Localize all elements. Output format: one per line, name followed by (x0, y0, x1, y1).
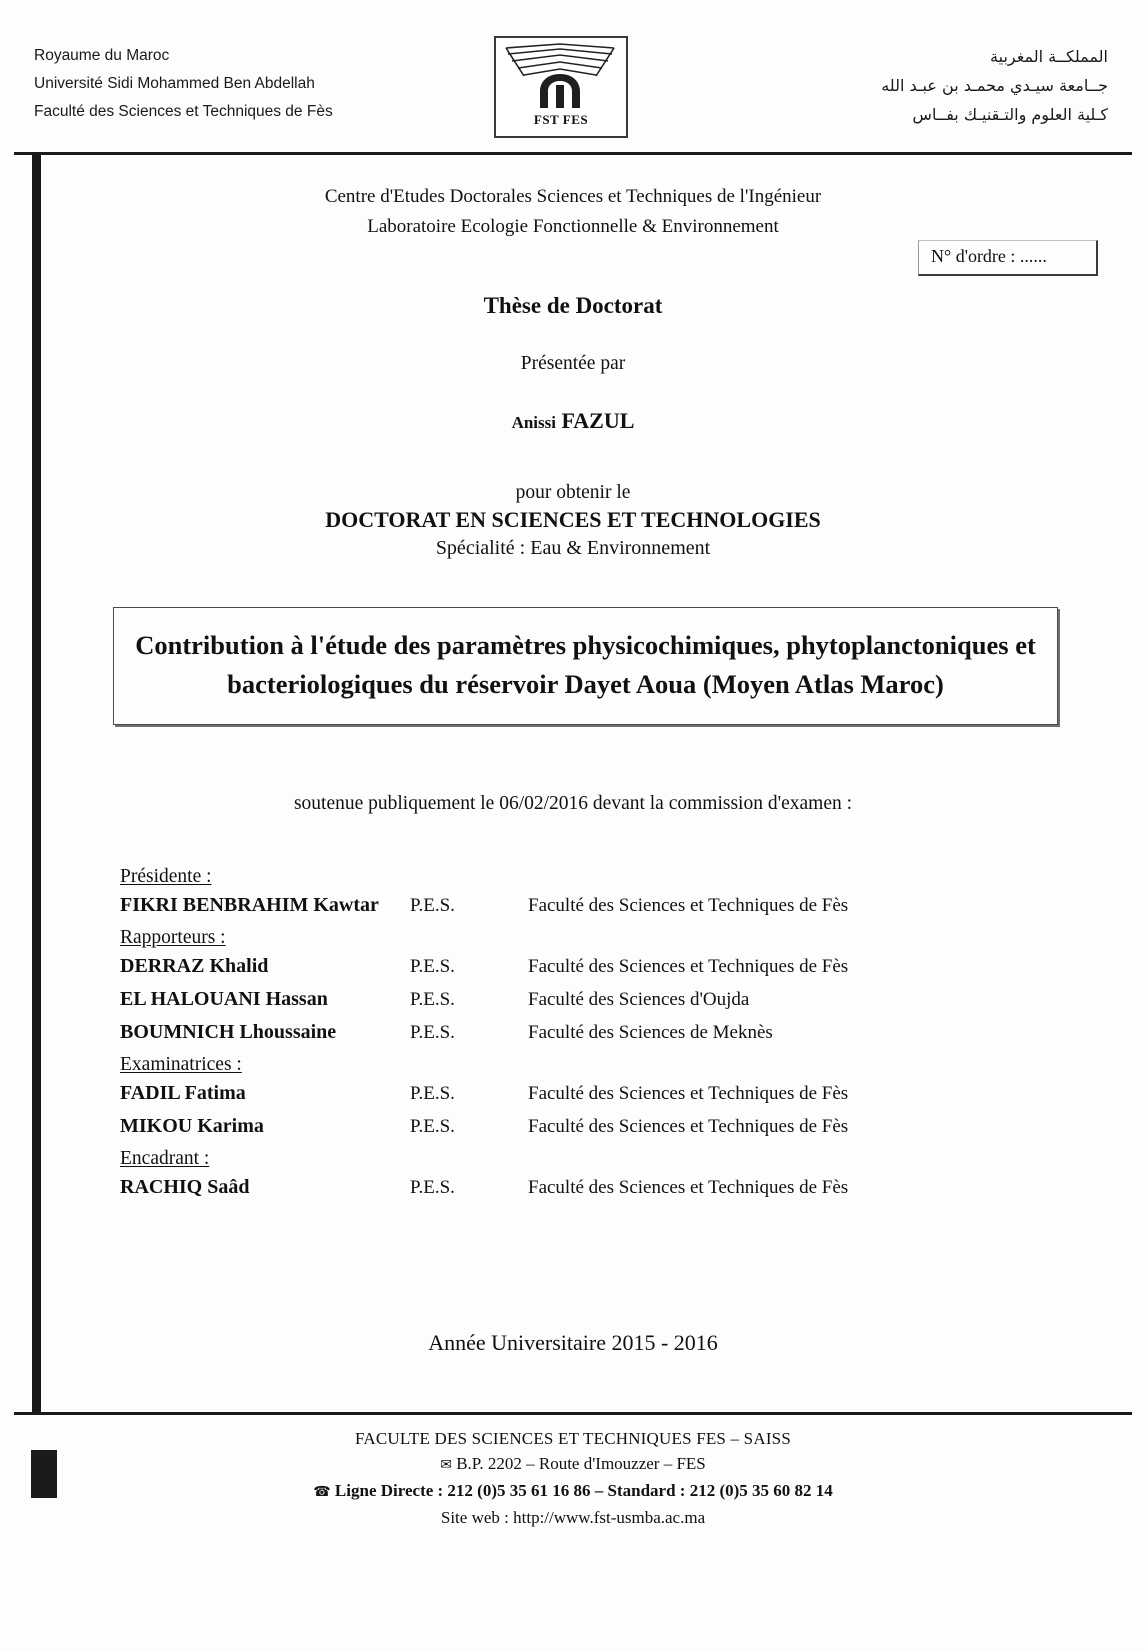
jury-role-examiners: Examinatrices : (120, 1054, 242, 1075)
jury-member-name: FADIL Fatima (120, 1082, 246, 1104)
thesis-label: Thèse de Doctorat (483, 293, 663, 318)
table-row (120, 1176, 1050, 1199)
academic-year: Année Universitaire 2015 - 2016 (428, 1330, 718, 1355)
table-row (120, 1021, 1050, 1044)
binding-bar (32, 152, 41, 1415)
header-right-block (881, 42, 1108, 129)
jury-role-supervisor: Encadrant : (120, 1148, 210, 1169)
jury-member-name: MIKOU Karima (120, 1115, 264, 1137)
jury-member-name: RACHIQ Saâd (120, 1176, 250, 1198)
jury-member-grade: P.E.S. (410, 956, 455, 977)
jury-member-affiliation: Faculté des Sciences d'Oujda (528, 989, 750, 1010)
jury-member-grade: P.E.S. (410, 1116, 455, 1137)
header-right-line-2: جــامعة سيـدي محمـد بن عبـد الله (881, 76, 1108, 95)
table-row (120, 988, 1050, 1011)
telephone-icon: ☎ (313, 1484, 331, 1500)
document-header (0, 42, 1146, 147)
jury-member-affiliation: Faculté des Sciences et Techniques de Fès (528, 1083, 849, 1104)
jury-member-grade: P.E.S. (410, 989, 455, 1010)
jury-member-name: BOUMNICH Lhoussaine (120, 1021, 337, 1043)
jury-member-affiliation: Faculté des Sciences et Techniques de Fès (528, 956, 849, 977)
logo-text: FST FES (533, 112, 589, 127)
presented-by-label: Présentée par (520, 353, 626, 374)
jury-member-affiliation: Faculté des Sciences et Techniques de Fès (528, 1116, 849, 1137)
jury-member-affiliation: Faculté des Sciences de Meknès (528, 1022, 773, 1043)
header-left-line-3: Faculté des Sciences et Techniques de Fès (34, 103, 333, 120)
jury-member-name: EL HALOUANI Hassan (120, 988, 328, 1010)
order-number-box: N° d'ordre : ...... (918, 240, 1098, 276)
header-divider (14, 152, 1132, 155)
header-right-line-3: كـلية العلوم والتـقنيـك بفــاس (912, 105, 1108, 124)
degree-label: DOCTORAT EN SCIENCES ET TECHNOLOGIES (325, 507, 821, 532)
author-last-name: FAZUL (561, 408, 635, 433)
jury-list (120, 866, 1050, 1209)
header-left-line-2: Université Sidi Mohammed Ben Abdellah (34, 75, 315, 92)
jury-role-reporters: Rapporteurs : (120, 927, 226, 948)
header-left-block (34, 42, 333, 126)
envelope-icon: ✉ (440, 1457, 452, 1473)
footer-address: B.P. 2202 – Route d'Imouzzer – FES (456, 1454, 706, 1473)
table-row (120, 1082, 1050, 1105)
jury-role-president: Présidente : (120, 866, 212, 887)
table-row (120, 1115, 1050, 1138)
jury-member-grade: P.E.S. (410, 1022, 455, 1043)
speciality-label: Spécialité : Eau & Environnement (435, 537, 711, 559)
doctoral-center-line: Centre d'Etudes Doctorales Sciences et Techniques de l'Ingénieur (324, 186, 822, 207)
defense-date-line: soutenue publiquement le 06/02/2016 devant la commission d'examen : (293, 793, 853, 814)
author-name (0, 408, 1146, 434)
document-footer (0, 1426, 1146, 1530)
jury-member-name: FIKRI BENBRAHIM Kawtar (120, 894, 379, 916)
title-frame (113, 607, 1058, 725)
footer-address-line (0, 1451, 1146, 1478)
footer-phone-line (0, 1478, 1146, 1505)
footer-website: Site web : http://www.fst-usmba.ac.ma (440, 1508, 706, 1527)
for-obtain-label: pour obtenir le (515, 482, 631, 503)
table-row (120, 894, 1050, 917)
jury-member-name: DERRAZ Khalid (120, 955, 269, 977)
page-title: Contribution à l'étude des paramètres physicochimiques, phytoplanctoniques et bacteriologiques du réservoir Dayet Aoua (Moyen Atlas Maroc) (135, 630, 1036, 699)
jury-member-grade: P.E.S. (410, 895, 455, 916)
jury-member-affiliation: Faculté des Sciences et Techniques de Fès (528, 1177, 849, 1198)
author-first-name: Anissi (511, 413, 556, 432)
jury-member-affiliation: Faculté des Sciences et Techniques de Fès (528, 895, 849, 916)
university-logo (494, 36, 628, 138)
table-row (120, 955, 1050, 978)
jury-member-grade: P.E.S. (410, 1177, 455, 1198)
arch-icon (534, 72, 586, 110)
footer-institution: FACULTE DES SCIENCES ET TECHNIQUES FES – SAISS (354, 1429, 791, 1448)
footer-divider (14, 1412, 1132, 1415)
header-left-line-1: Royaume du Maroc (34, 47, 170, 64)
doctoral-center-block (0, 182, 1146, 242)
header-right-line-1: المملكــة المغربية (990, 47, 1108, 66)
jury-member-grade: P.E.S. (410, 1083, 455, 1104)
laboratory-line: Laboratoire Ecologie Fonctionnelle & Environnement (367, 216, 779, 237)
footer-phone: Ligne Directe : 212 (0)5 35 61 16 86 – Standard : 212 (0)5 35 60 82 14 (334, 1481, 833, 1500)
